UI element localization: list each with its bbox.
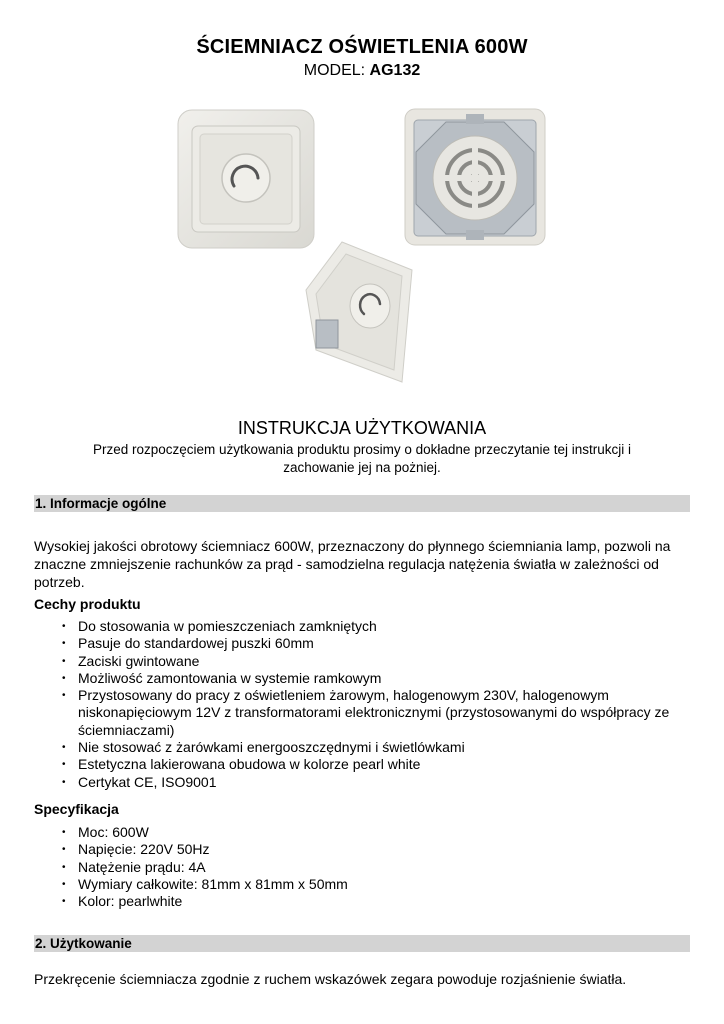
- list-item: • Wymiary całkowite: 81mm x 81mm x 50mm: [62, 876, 692, 893]
- spec-heading: Specyfikacja: [34, 801, 119, 817]
- list-item: • Certykat CE, ISO9001: [62, 774, 692, 791]
- spec-list: [62, 824, 692, 910]
- intro-line: zachowanie jej na pożniej.: [283, 460, 441, 475]
- section-heading-general-info: 1. Informacje ogólne: [34, 495, 690, 512]
- list-item: • Zaciski gwintowane: [62, 653, 692, 670]
- list-item: • Możliwość zamontowania w systemie ramkowym: [62, 670, 692, 687]
- model-line: [0, 62, 724, 80]
- section-heading-usage: 2. Użytkowanie: [34, 935, 690, 952]
- list-item: • Kolor: pearlwhite: [62, 893, 692, 910]
- list-item: • Napięcie: 220V 50Hz: [62, 841, 692, 858]
- product-angled-photo: [302, 240, 414, 384]
- product-front-photo: [176, 108, 316, 250]
- usage-paragraph: Przekręcenie ściemniacza zgodnie z ruchem wskazówek zegara powoduje rozjaśnienie światła.: [34, 971, 627, 987]
- model-prefix: MODEL:: [303, 62, 370, 79]
- model-code: AG132: [369, 62, 421, 79]
- list-item: • Natężenie prądu: 4A: [62, 859, 692, 876]
- list-item: • Przystosowany do pracy z oświetleniem żarowym, halogenowym 230V, halogenowym niskonapięciowym 12V z transformatorami elektronicznymi (przystosowanymi do współpracy ze ściemniaczami): [62, 687, 692, 739]
- list-item: • Nie stosować z żarówkami energooszczędnymi i świetlówkami: [62, 739, 692, 756]
- list-item: • Estetyczna lakierowana obudowa w kolorze pearl white: [62, 756, 692, 773]
- list-item: • Do stosowania w pomieszczeniach zamkniętych: [62, 618, 692, 635]
- instructions-title: INSTRUKCJA UŻYTKOWANIA: [237, 418, 487, 438]
- features-list: [62, 618, 692, 791]
- general-info-paragraph: Wysokiej jakości obrotowy ściemniacz 600W, przeznaczony do płynnego ściemniania lamp, pozwoli na znaczne zmniejszenie rachunków za prąd - samodzielna regulacja natężenia światła w zależności od potrzeb.: [34, 538, 671, 590]
- intro-line: Przed rozpoczęciem użytkowania produktu prosimy o dokładne przeczytanie tej instrukcji i: [93, 442, 631, 457]
- instructions-intro: [60, 441, 664, 477]
- list-item: • Moc: 600W: [62, 824, 692, 841]
- product-back-photo: [404, 108, 546, 246]
- page-title: ŚCIEMNIACZ OŚWIETLENIA 600W: [196, 36, 528, 58]
- list-item: • Pasuje do standardowej puszki 60mm: [62, 635, 692, 652]
- features-heading: Cechy produktu: [34, 596, 141, 612]
